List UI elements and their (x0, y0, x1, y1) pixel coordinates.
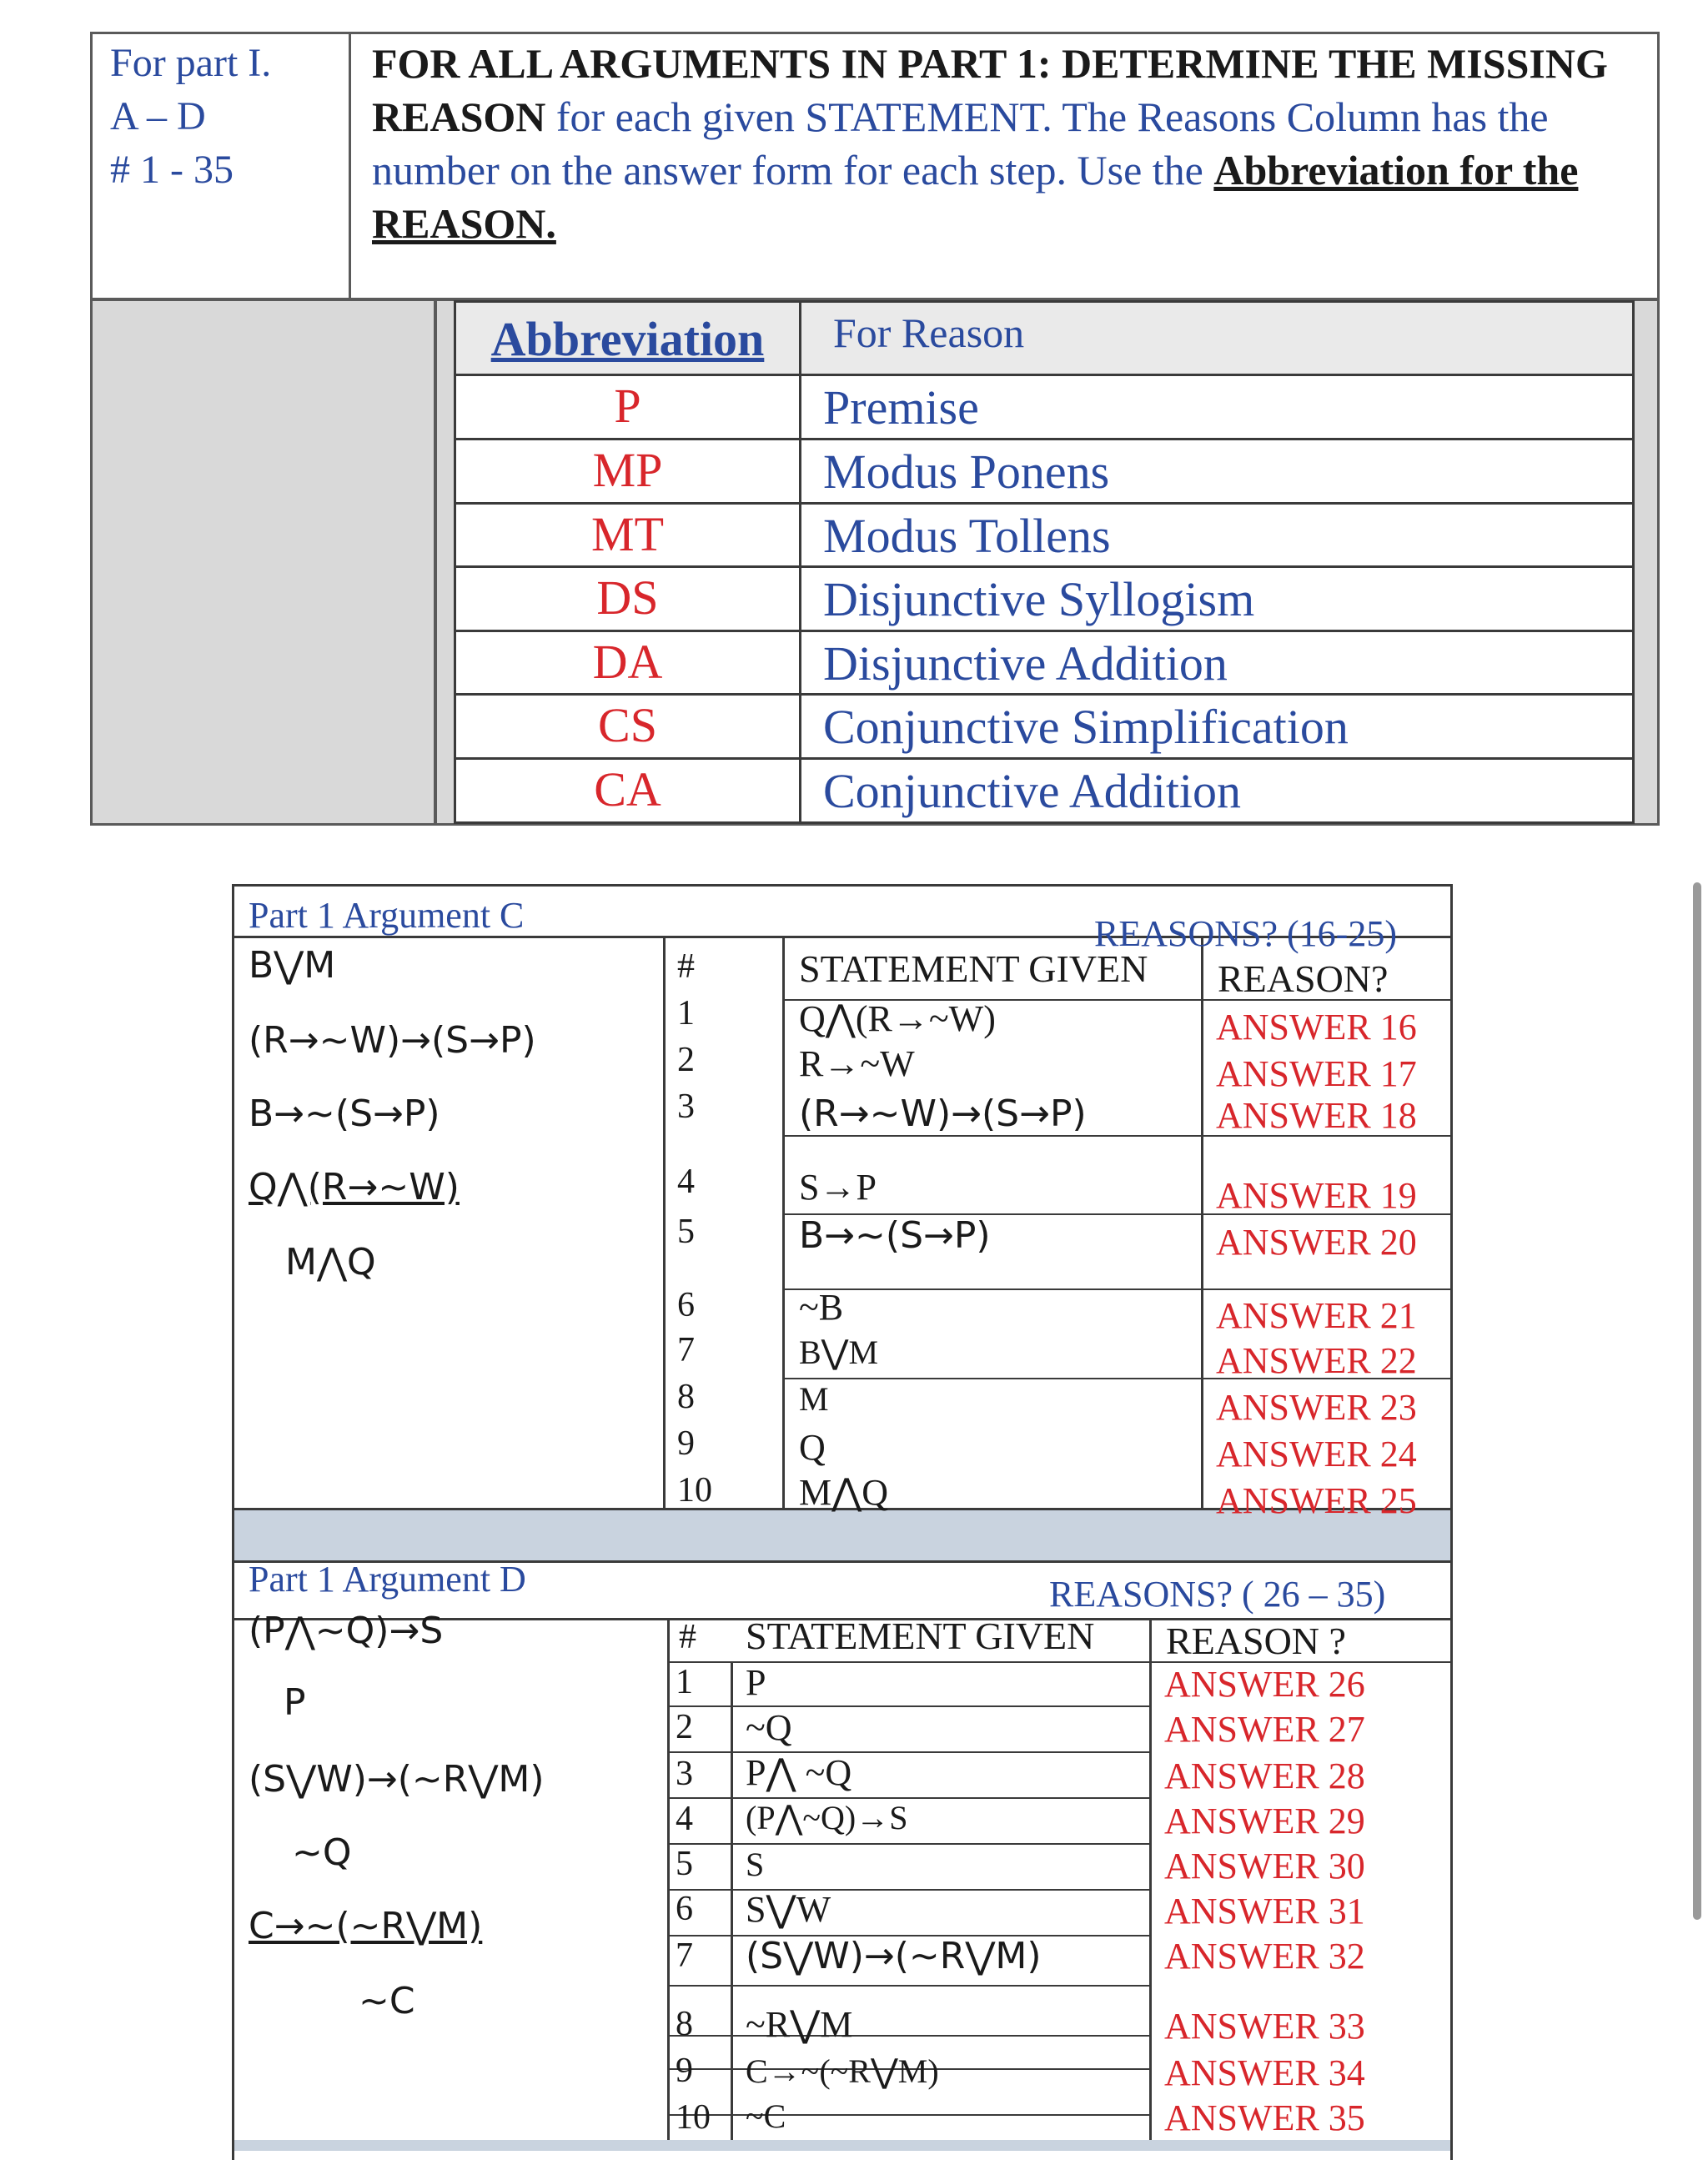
grid-line (667, 1985, 1149, 1987)
argument-d-step-number: 9 (676, 2052, 693, 2090)
argument-c-statement: M⋀Q (799, 1472, 888, 1513)
argument-d-statement: C→~(~R⋁M) (746, 2052, 939, 2090)
argument-d-statement: (S⋁W)→(~R⋁M) (746, 1935, 1042, 1977)
reason-name: Conjunctive Simplification (823, 700, 1349, 754)
grid-line (667, 1797, 1149, 1799)
abbreviation-column-header: Abbreviation (456, 303, 801, 374)
argument-d-statement: (P⋀~Q)→S (746, 1799, 908, 1836)
reason-name: Disjunctive Syllogism (823, 572, 1255, 626)
reason-name: Modus Tollens (823, 509, 1111, 563)
reason-name: Disjunctive Addition (823, 636, 1228, 691)
argument-c-answer: ANSWER 21 (1216, 1295, 1417, 1336)
argument-c-num-header: # (677, 947, 695, 986)
argument-d-statement: ~Q (746, 1707, 792, 1748)
argument-d-answer: ANSWER 35 (1164, 2097, 1365, 2138)
grid-line (667, 1751, 1149, 1753)
argument-d-title: Part 1 Argument D (249, 1559, 526, 1600)
argument-c-answer: ANSWER 18 (1216, 1095, 1417, 1136)
abbreviation-row (456, 760, 1632, 821)
instructions-body: for each given STATEMENT. The Reasons Column has the number on the answer form for each step. Use the (372, 93, 1549, 193)
argument-d-step-number: 1 (676, 1663, 693, 1701)
argument-c-step-number: 9 (677, 1424, 695, 1463)
argument-d-statement: ~R⋁M (746, 2004, 853, 2045)
argument-d-statement-header: STATEMENT GIVEN (746, 1615, 1095, 1657)
argument-d-answer: ANSWER 33 (1164, 2006, 1365, 2047)
argument-c-premise: (R→~W)→(S→P) (249, 1019, 536, 1062)
argument-c-step-number: 10 (677, 1471, 712, 1509)
argument-c-step-number: 2 (677, 1041, 695, 1079)
part-label-1: For part I. (110, 41, 272, 85)
vertical-scrollbar[interactable] (1693, 882, 1701, 1920)
argument-c-statement: S→P (799, 1167, 877, 1208)
argument-d-answer: ANSWER 28 (1164, 1756, 1365, 1796)
argument-d-statement: S (746, 1846, 765, 1883)
grid-line (782, 936, 785, 1563)
argument-c-answer: ANSWER 24 (1216, 1434, 1417, 1474)
argument-c-answer: ANSWER 20 (1216, 1222, 1417, 1263)
instructions-text (372, 37, 1640, 250)
argument-d-premise: P (284, 1681, 306, 1724)
argument-c-answer: ANSWER 22 (1216, 1340, 1417, 1381)
argument-d-premise: (P⋀~Q)→S (249, 1610, 444, 1652)
argument-d-statement: S⋁W (746, 1889, 831, 1930)
argument-c-statement: B→~(S→P) (799, 1214, 991, 1257)
argument-c-statement: (R→~W)→(S→P) (799, 1093, 1087, 1135)
argument-d-premise: C→~(~R⋁M) (249, 1905, 483, 1947)
argument-d-step-number: 2 (676, 1708, 693, 1746)
grid-line (232, 884, 1453, 887)
abbreviation-row (456, 440, 1632, 505)
abbreviation-row (456, 505, 1632, 568)
grid-line (1149, 1620, 1152, 2151)
argument-d-answer: ANSWER 31 (1164, 1891, 1365, 1931)
argument-c-step-number: 5 (677, 1213, 695, 1251)
reason-name: Premise (823, 380, 979, 435)
argument-c-answer: ANSWER 23 (1216, 1387, 1417, 1428)
header-divider (349, 32, 351, 300)
argument-d-step-number: 8 (676, 2005, 693, 2043)
abbreviation-row (456, 696, 1632, 760)
part-label-2: A – D (110, 94, 206, 138)
grid-line (667, 2035, 1149, 2037)
argument-d-answer: ANSWER 30 (1164, 1846, 1365, 1886)
argument-d-answer: ANSWER 26 (1164, 1664, 1365, 1705)
abbreviation-code: CS (456, 696, 801, 757)
abbreviation-code: P (456, 376, 801, 438)
abbreviation-header-row (456, 303, 1632, 376)
abbreviation-code: MT (456, 505, 801, 565)
argument-d-step-number: 6 (676, 1890, 693, 1928)
argument-d-step-number: 7 (676, 1936, 693, 1975)
abbreviation-code: MP (456, 440, 801, 502)
argument-c-step-number: 4 (677, 1163, 695, 1201)
abbreviation-row (456, 632, 1632, 696)
argument-d-step-number: 4 (676, 1800, 693, 1838)
argument-d-statement: P⋀ ~Q (746, 1752, 852, 1793)
abbreviation-code: DS (456, 568, 801, 630)
grid-line (667, 1889, 1149, 1891)
reason-column-header: For Reason (833, 309, 1025, 356)
grid-line (667, 1705, 1149, 1707)
argument-c-step-number: 8 (677, 1378, 695, 1416)
argument-c-answer: ANSWER 25 (1216, 1480, 1417, 1521)
argument-d-step-number: 3 (676, 1755, 693, 1793)
argument-c-step-number: 6 (677, 1286, 695, 1324)
argument-d-reasons-title: REASONS? ( 26 – 35) (1049, 1574, 1386, 1615)
argument-c-title: Part 1 Argument C (249, 895, 525, 936)
argument-c-statement: ~B (799, 1287, 844, 1328)
instructions-underlined: Abbreviation for the REASON. (372, 147, 1579, 247)
abbreviation-table (454, 300, 1635, 824)
argument-c-statement: M (799, 1380, 829, 1418)
argument-c-statement: R→~W (799, 1043, 915, 1084)
argument-c-reason-header: REASON? (1218, 957, 1389, 1000)
argument-d-step-number: 5 (676, 1845, 693, 1883)
grid-line (667, 1843, 1149, 1845)
argument-c-step-number: 7 (677, 1331, 695, 1369)
argument-d-reason-header: REASON ? (1166, 1620, 1346, 1662)
argument-d-statement: P (746, 1662, 766, 1703)
argument-d-answer: ANSWER 32 (1164, 1936, 1365, 1977)
argument-c-answer: ANSWER 17 (1216, 1053, 1417, 1094)
argument-c-step-number: 1 (677, 994, 695, 1032)
abbreviation-code: DA (456, 632, 801, 693)
argument-c-answer: ANSWER 16 (1216, 1007, 1417, 1047)
abbreviation-row (456, 376, 1632, 440)
reason-name: Conjunctive Addition (823, 764, 1242, 818)
separator-band (234, 2140, 1450, 2151)
grid-line (667, 2114, 1149, 2116)
abbreviation-row (456, 568, 1632, 632)
abbreviation-panel-divider (434, 299, 437, 826)
argument-c-reasons-title: REASONS? (16-25) (1094, 913, 1397, 954)
argument-d-conclusion: ~C (359, 1980, 415, 2022)
argument-c-step-number: 3 (677, 1088, 695, 1126)
argument-c-statement: Q⋀(R→~W) (799, 998, 996, 1039)
grid-line (731, 1661, 733, 2151)
grid-line (1201, 936, 1203, 1563)
argument-d-statement: ~C (746, 2097, 786, 2135)
argument-d-answer: ANSWER 34 (1164, 2052, 1365, 2093)
grid-line (784, 1288, 1453, 1290)
argument-d-premise: (S⋁W)→(~R⋁M) (249, 1758, 545, 1801)
grid-line (663, 936, 666, 1563)
argument-d-num-header: # (679, 1618, 696, 1656)
grid-line (667, 1620, 670, 2151)
argument-c-answer: ANSWER 19 (1216, 1175, 1417, 1216)
argument-c-premise: B→~(S→P) (249, 1093, 440, 1135)
argument-c-statement: B⋁M (799, 1334, 879, 1371)
argument-c-statement-header: STATEMENT GIVEN (799, 947, 1148, 990)
instructions-bold: FOR ALL ARGUMENTS IN PART 1: DETERMINE THE MISSING REASON (372, 40, 1608, 140)
argument-d-premise: ~Q (292, 1831, 352, 1874)
argument-c-statement: Q (799, 1427, 826, 1468)
argument-c-premise: B⋁M (249, 944, 336, 987)
reason-name: Modus Ponens (823, 445, 1110, 499)
argument-d-answer: ANSWER 29 (1164, 1801, 1365, 1841)
abbreviation-code: CA (456, 760, 801, 821)
argument-d-answer: ANSWER 27 (1164, 1709, 1365, 1750)
argument-d-step-number: 10 (676, 2098, 711, 2137)
argument-c-conclusion: M⋀Q (285, 1241, 376, 1283)
part-label-3: # 1 - 35 (110, 148, 234, 192)
argument-c-premise: Q⋀(R→~W) (249, 1166, 460, 1208)
